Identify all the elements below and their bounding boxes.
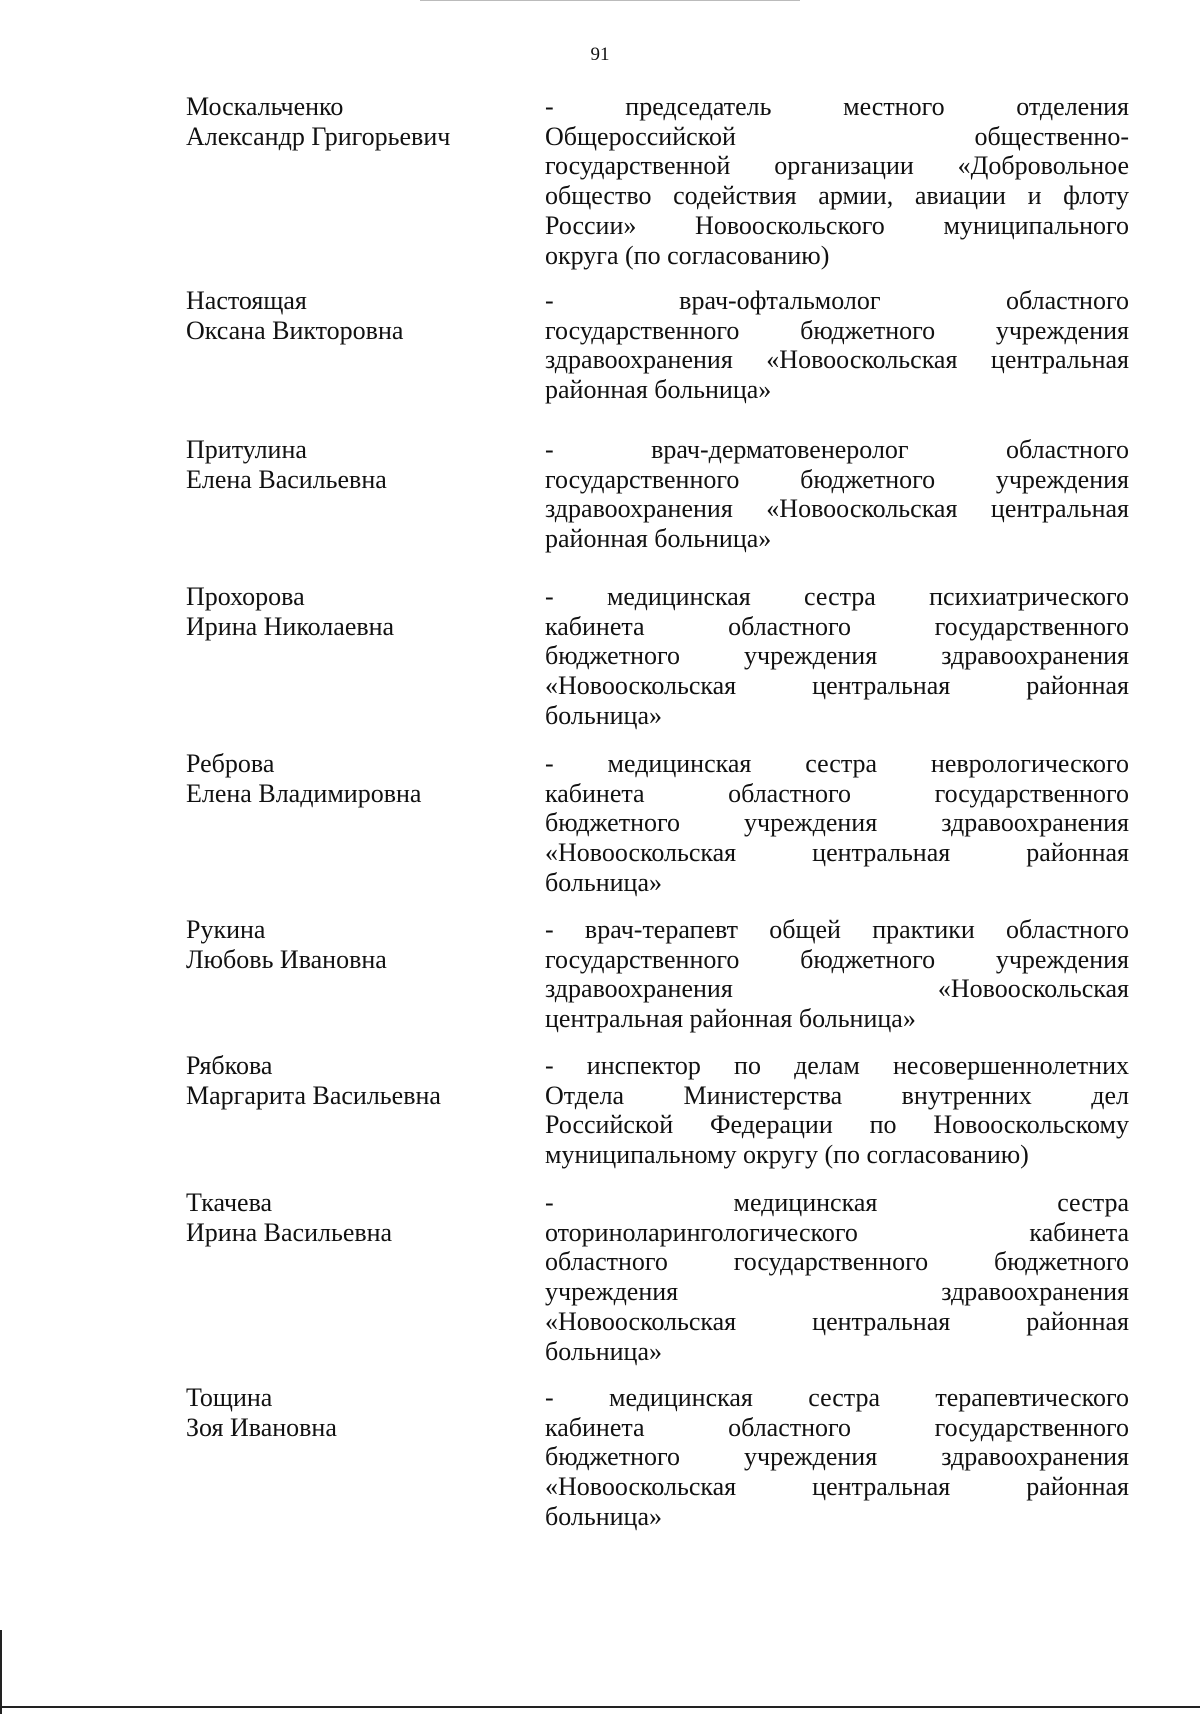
member-position — [545, 582, 1129, 731]
member-position — [545, 1188, 1129, 1366]
member-name — [186, 915, 506, 974]
position-line: здравоохранения «Новооскольская центральная — [545, 494, 1129, 524]
member-position — [545, 1383, 1129, 1532]
position-line: «Новооскольская центральная районная — [545, 838, 1129, 868]
position-line: государственного бюджетного учреждения — [545, 464, 1129, 494]
position-line: «Новооскольская центральная районная — [545, 1472, 1129, 1502]
member-name — [186, 92, 506, 151]
position-line: здравоохранения «Новооскольская — [545, 974, 1129, 1004]
member-position — [545, 286, 1129, 405]
position-line: - врач-офтальмолог областного — [545, 286, 1129, 315]
member-surname: Москальченко — [186, 92, 344, 121]
member-given-name: Маргарита Васильевна — [186, 1080, 441, 1110]
member-surname: Прохорова — [186, 582, 305, 611]
position-line: бюджетного учреждения здравоохранения — [545, 808, 1129, 838]
position-line: - председатель местного отделения — [545, 92, 1129, 121]
position-line: кабинета областного государственного — [545, 611, 1129, 641]
member-surname: Рябкова — [186, 1051, 273, 1080]
position-line: кабинета областного государственного — [545, 1412, 1129, 1442]
position-line: - медицинская сестра — [545, 1188, 1129, 1217]
member-given-name: Зоя Ивановна — [186, 1412, 337, 1442]
position-line: больница» — [545, 1336, 662, 1366]
member-surname: Настоящая — [186, 286, 307, 315]
position-line: - инспектор по делам несовершеннолетних — [545, 1051, 1129, 1080]
member-position — [545, 92, 1129, 270]
position-line: областного государственного бюджетного — [545, 1247, 1129, 1277]
member-given-name: Елена Васильевна — [186, 464, 387, 494]
page-number: 91 — [590, 44, 610, 65]
position-line: кабинета областного государственного — [545, 778, 1129, 808]
position-line: больница» — [545, 700, 662, 730]
position-line: Российской Федерации по Новооскольскому — [545, 1110, 1129, 1140]
member-position — [545, 915, 1129, 1034]
position-line: «Новооскольская центральная районная — [545, 671, 1129, 701]
member-surname: Тощина — [186, 1383, 273, 1412]
position-line: - медицинская сестра неврологического — [545, 749, 1129, 778]
member-position — [545, 435, 1129, 554]
member-name — [186, 435, 506, 494]
position-line: оториноларингологического кабинета — [545, 1217, 1129, 1247]
position-line: Отдела Министерства внутренних дел — [545, 1080, 1129, 1110]
member-surname: Ткачева — [186, 1188, 273, 1217]
position-line: Общероссийской общественно- — [545, 121, 1129, 151]
position-line: бюджетного учреждения здравоохранения — [545, 1442, 1129, 1472]
member-surname: Реброва — [186, 749, 275, 778]
position-line: общество содействия армии, авиации и флоту — [545, 181, 1129, 211]
position-line: - медицинская сестра терапевтического — [545, 1383, 1129, 1412]
position-line: - медицинская сестра психиатрического — [545, 582, 1129, 611]
position-line: бюджетного учреждения здравоохранения — [545, 641, 1129, 671]
member-given-name: Елена Владимировна — [186, 778, 422, 808]
member-position — [545, 749, 1129, 898]
position-line: - врач-дерматовенеролог областного — [545, 435, 1129, 464]
member-name — [186, 1188, 506, 1247]
position-line: государственного бюджетного учреждения — [545, 315, 1129, 345]
position-line: округа (по согласованию) — [545, 240, 830, 270]
member-given-name: Оксана Викторовна — [186, 315, 404, 345]
member-name — [186, 749, 506, 808]
position-line: России» Новооскольского муниципального — [545, 210, 1129, 240]
position-line: муниципальному округу (по согласованию) — [545, 1140, 1029, 1170]
member-name — [186, 582, 506, 641]
position-line: - врач-терапевт общей практики областного — [545, 915, 1129, 944]
position-line: больница» — [545, 867, 662, 897]
member-given-name: Ирина Васильевна — [186, 1217, 393, 1247]
member-name — [186, 1383, 506, 1442]
member-given-name: Александр Григорьевич — [186, 121, 451, 151]
position-line: районная больница» — [545, 375, 772, 405]
member-surname: Рукина — [186, 915, 266, 944]
member-name — [186, 286, 506, 345]
member-given-name: Ирина Николаевна — [186, 611, 395, 641]
position-line: учреждения здравоохранения — [545, 1277, 1129, 1307]
scan-edge-bottom — [0, 1706, 1200, 1708]
member-name — [186, 1051, 506, 1110]
position-line: государственной организации «Добровольное — [545, 151, 1129, 181]
position-line: здравоохранения «Новооскольская центральная — [545, 345, 1129, 375]
position-line: центральная районная больница» — [545, 1004, 916, 1034]
member-surname: Притулина — [186, 435, 307, 464]
position-line: «Новооскольская центральная районная — [545, 1306, 1129, 1336]
position-line: больница» — [545, 1501, 662, 1531]
member-position — [545, 1051, 1129, 1170]
scan-edge-top — [420, 0, 800, 1]
scan-edge-left — [0, 1630, 2, 1714]
member-given-name: Любовь Ивановна — [186, 944, 387, 974]
position-line: районная больница» — [545, 524, 772, 554]
position-line: государственного бюджетного учреждения — [545, 944, 1129, 974]
